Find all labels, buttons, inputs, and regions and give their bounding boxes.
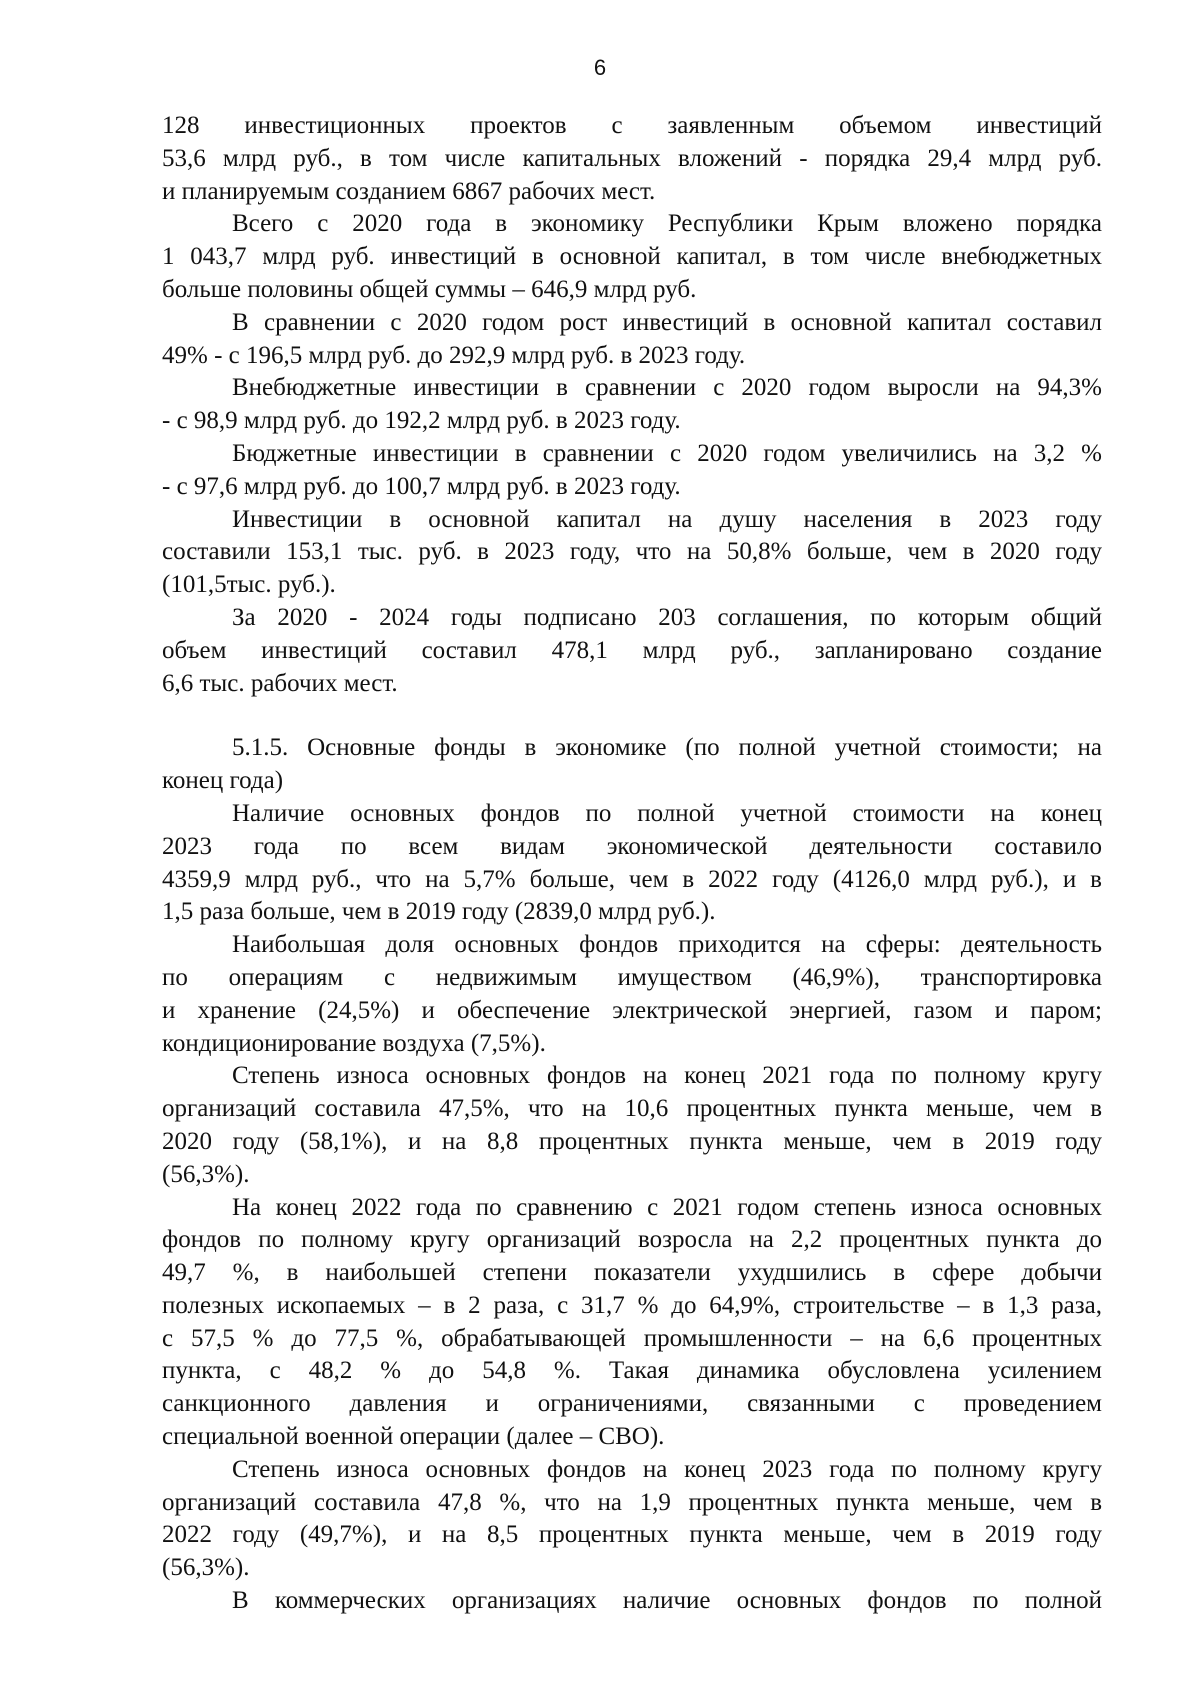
text-line: 5.1.5. Основные фонды в экономике (по полной учетной стоимости; на	[232, 734, 1102, 762]
paragraph-agreements	[162, 602, 1102, 700]
text-line: и хранение (24,5%) и обеспечение электрической энергией, газом и паром;	[162, 996, 1102, 1024]
text-line: объем инвестиций составил 478,1 млрд руб., запланировано создание	[162, 636, 1102, 664]
text-line: 49,7 %, в наибольшей степени показатели ухудшились в сфере добычи	[162, 1259, 1102, 1287]
text-line: организаций составила 47,5%, что на 10,6 процентных пункта меньше, чем в	[162, 1095, 1102, 1123]
paragraph-per-capita	[162, 504, 1102, 602]
page-number: 6	[593, 55, 607, 80]
text-line: 2022 году (49,7%), и на 8,5 процентных пункта меньше, чем в 2019 году	[162, 1521, 1102, 1549]
text-line: организаций составила 47,8 %, что на 1,9 процентных пункта меньше, чем в	[162, 1488, 1102, 1516]
text-line: конец года)	[162, 767, 284, 795]
paragraph-depreciation-2022	[162, 1192, 1102, 1454]
text-line: фондов по полному кругу организаций возросла на 2,2 процентных пункта до	[162, 1226, 1102, 1254]
text-line: Наибольшая доля основных фондов приходится на сферы: деятельность	[232, 931, 1102, 959]
text-line: На конец 2022 года по сравнению с 2021 годом степень износа основных	[232, 1193, 1102, 1221]
paragraph-budgetary	[162, 438, 1102, 504]
text-line: - с 98,9 млрд руб. до 192,2 млрд руб. в 2023 году.	[162, 407, 681, 435]
paragraph-investment-growth	[162, 307, 1102, 373]
text-line: пункта, с 48,2 % до 54,8 %. Такая динамика обусловлена усилением	[162, 1357, 1102, 1385]
text-line: 1,5 раза больше, чем в 2019 году (2839,0 млрд руб.).	[162, 898, 716, 926]
text-line: специальной военной операции (далее – СВО).	[162, 1423, 665, 1451]
text-line: 4359,9 млрд руб., что на 5,7% больше, чем в 2022 году (4126,0 млрд руб.), и в	[162, 865, 1102, 893]
text-line: В коммерческих организациях наличие основных фондов по полной	[232, 1587, 1102, 1615]
text-line: полезных ископаемых – в 2 раза, с 31,7 % до 64,9%, строительстве – в 1,3 раза,	[162, 1291, 1102, 1319]
text-line: Степень износа основных фондов на конец 2023 года по полному кругу	[232, 1455, 1102, 1483]
paragraph-total-investment	[162, 208, 1102, 306]
paragraph-fixed-assets-total	[162, 798, 1102, 929]
text-line: и планируемым созданием 6867 рабочих мест.	[162, 177, 656, 205]
paragraph-depreciation-2021	[162, 1060, 1102, 1191]
document-body	[162, 110, 1102, 1618]
text-line: 6,6 тыс. рабочих мест.	[162, 669, 398, 697]
text-line: Внебюджетные инвестиции в сравнении с 2020 годом выросли на 94,3%	[232, 374, 1102, 402]
text-line: 128 инвестиционных проектов с заявленным объемом инвестиций	[162, 112, 1102, 139]
text-line: - с 97,6 млрд руб. до 100,7 млрд руб. в 2023 году.	[162, 472, 681, 500]
text-line: Всего с 2020 года в экономику Республики Крым вложено порядка	[232, 210, 1102, 238]
paragraph-investment-projects	[162, 110, 1102, 208]
text-line: (101,5тыс. руб.).	[162, 571, 336, 599]
section-heading-fixed-assets	[162, 732, 1102, 798]
text-line: За 2020 - 2024 годы подписано 203 соглашения, по которым общий	[232, 603, 1102, 631]
text-line: Степень износа основных фондов на конец 2021 года по полному кругу	[232, 1062, 1102, 1090]
text-line: составили 153,1 тыс. руб. в 2023 году, что на 50,8% больше, чем в 2020 году	[162, 538, 1102, 566]
paragraph-depreciation-2023	[162, 1454, 1102, 1585]
text-line: Инвестиции в основной капитал на душу населения в 2023 году	[232, 505, 1102, 533]
text-line: 49% - с 196,5 млрд руб. до 292,9 млрд руб. в 2023 году.	[162, 341, 746, 369]
text-line: Бюджетные инвестиции в сравнении с 2020 годом увеличились на 3,2 %	[232, 439, 1102, 467]
text-line: Наличие основных фондов по полной учетной стоимости на конец	[232, 799, 1102, 827]
text-line: санкционного давления и ограничениями, связанными с проведением	[162, 1390, 1102, 1418]
text-line: по операциям с недвижимым имуществом (46,9%), транспортировка	[162, 963, 1102, 991]
text-line: 53,6 млрд руб., в том числе капитальных вложений - порядка 29,4 млрд руб.	[162, 144, 1102, 172]
paragraph-largest-share	[162, 929, 1102, 1060]
text-line: кондиционирование воздуха (7,5%).	[162, 1029, 546, 1057]
text-line: (56,3%).	[162, 1160, 250, 1188]
text-line: 2020 году (58,1%), и на 8,8 процентных пункта меньше, чем в 2019 году	[162, 1127, 1102, 1155]
text-line: больше половины общей суммы – 646,9 млрд руб.	[162, 275, 697, 303]
text-line: с 57,5 % до 77,5 %, обрабатывающей промышленности – на 6,6 процентных	[162, 1324, 1102, 1352]
text-line: 2023 года по всем видам экономической деятельности составило	[162, 832, 1102, 860]
paragraph-extrabudgetary	[162, 372, 1102, 438]
text-line: 1 043,7 млрд руб. инвестиций в основной капитал, в том числе внебюджетных	[162, 243, 1102, 271]
paragraph-commercial-organizations	[162, 1585, 1102, 1618]
text-line: (56,3%).	[162, 1554, 250, 1582]
text-line: В сравнении с 2020 годом рост инвестиций в основной капитал составил	[232, 308, 1102, 336]
